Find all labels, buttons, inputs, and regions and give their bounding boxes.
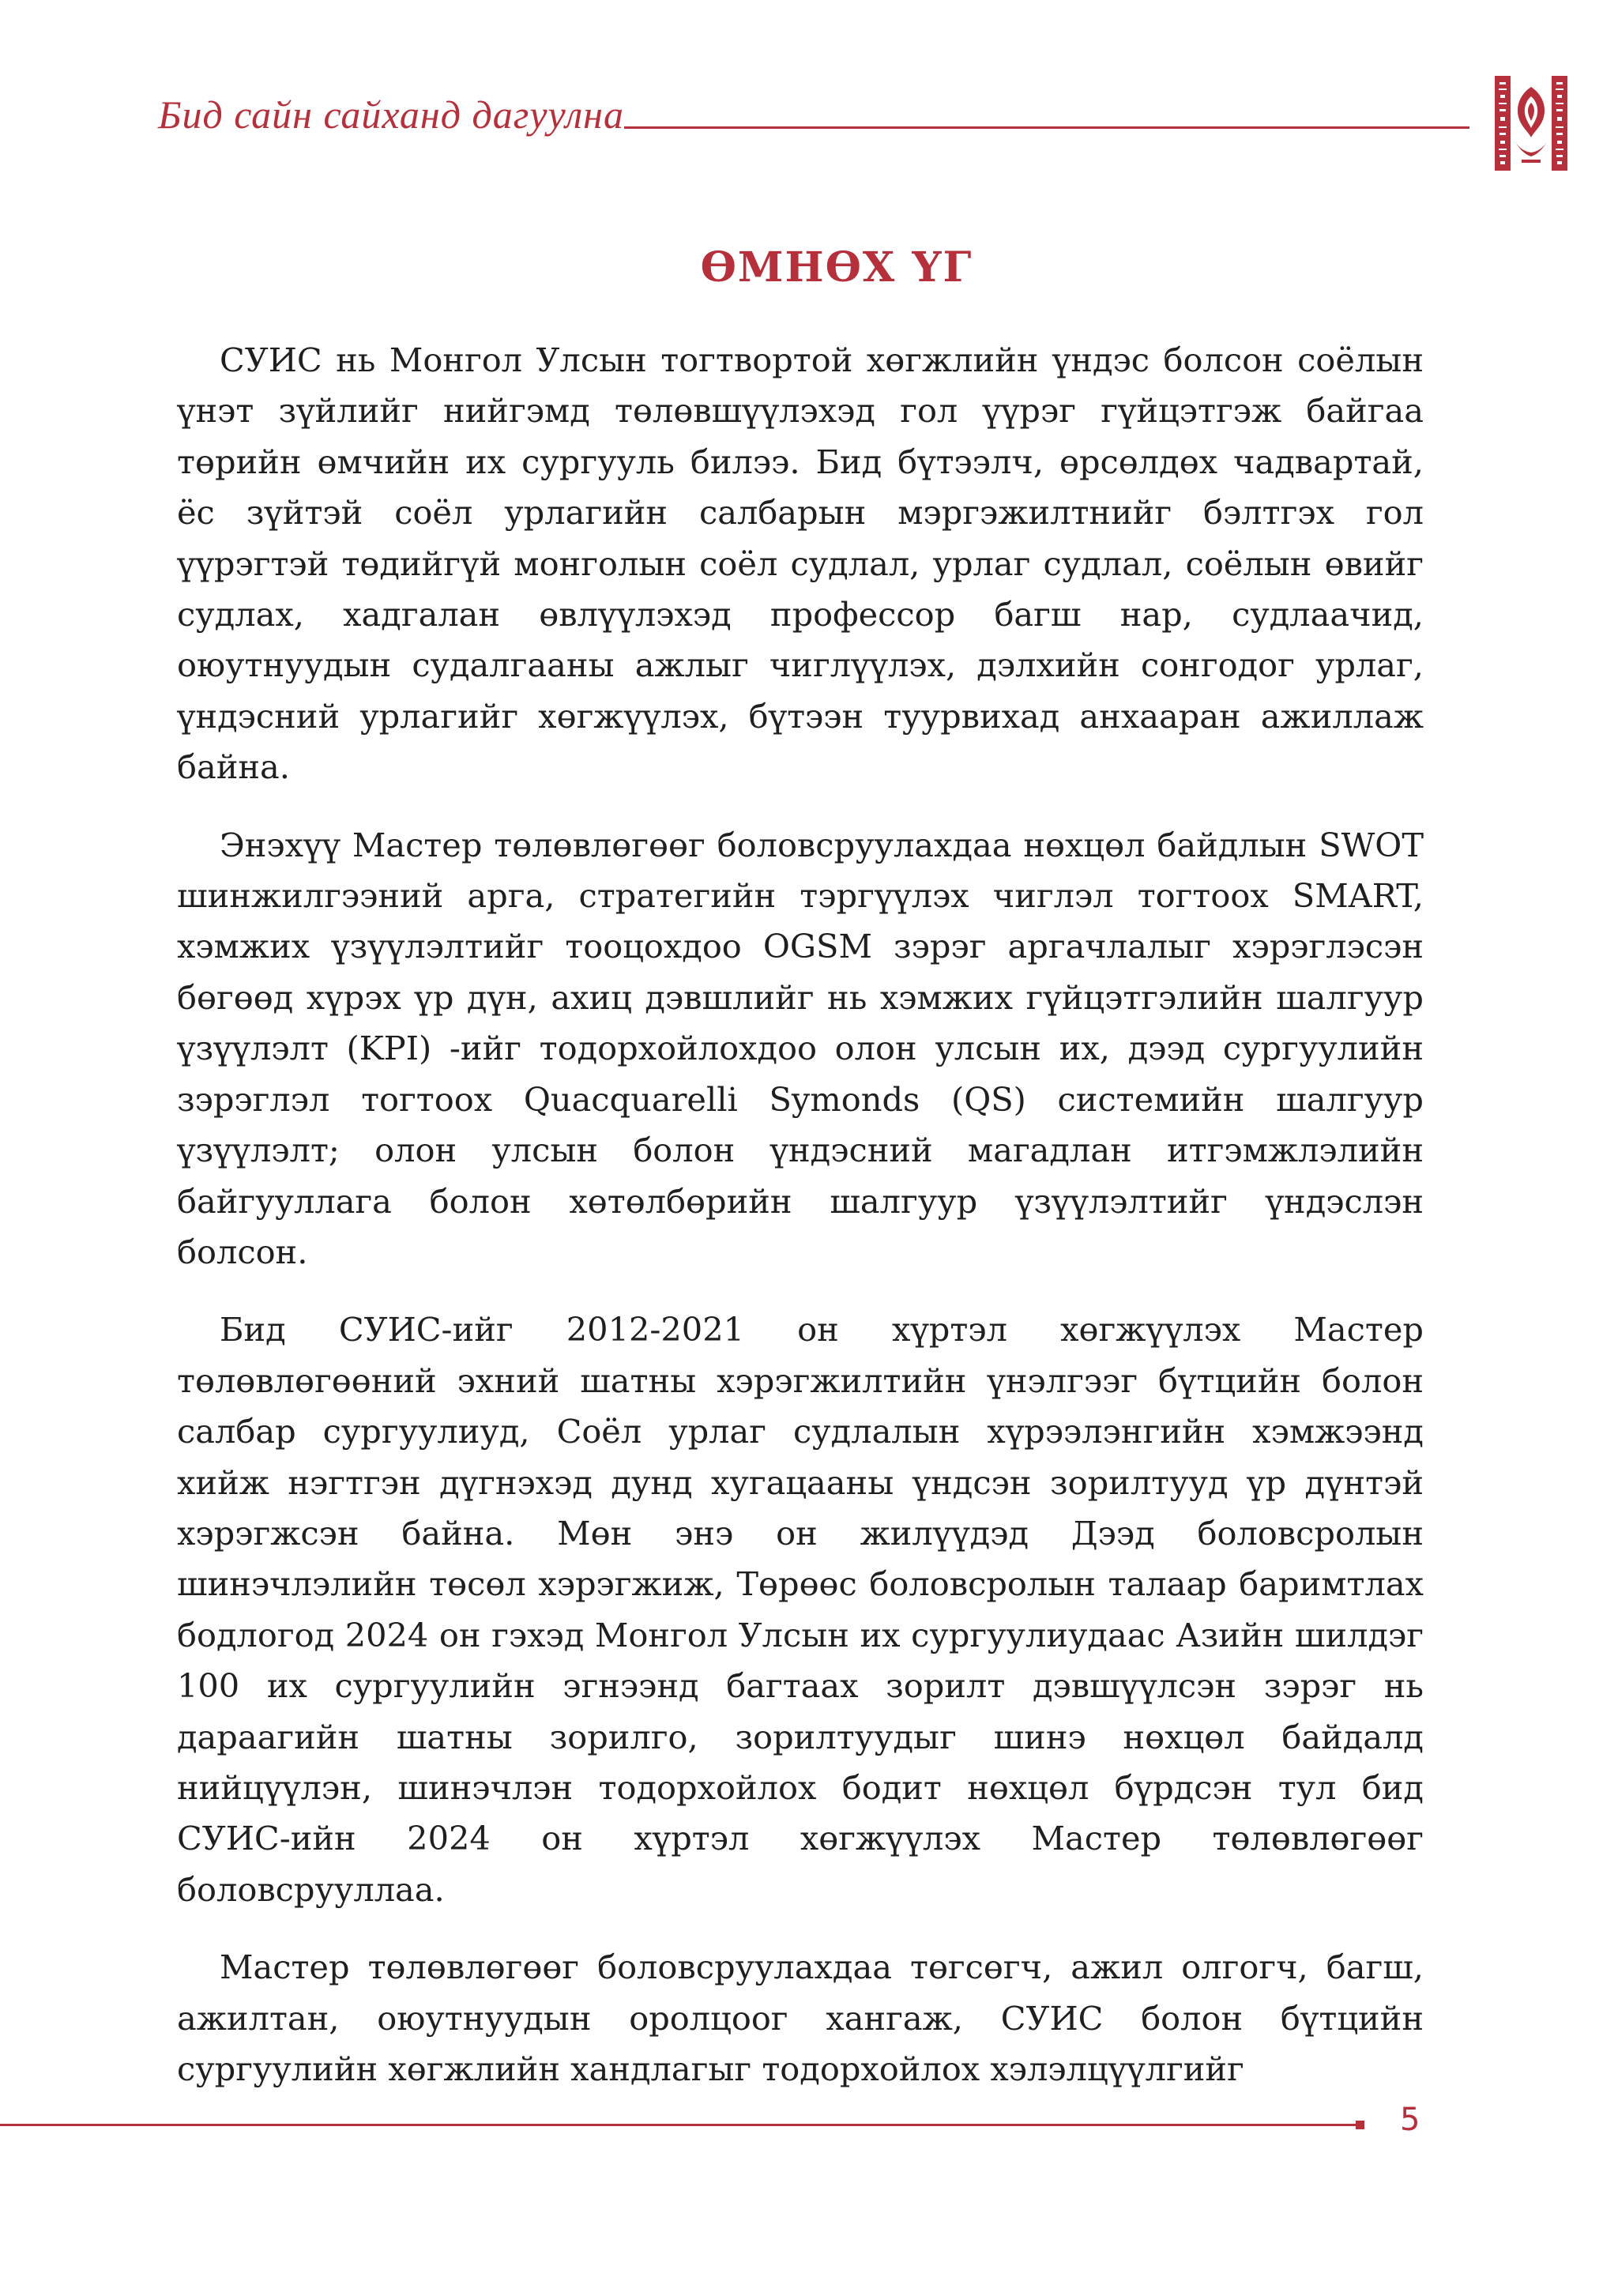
university-emblem-icon — [1495, 76, 1567, 171]
page-number: 5 — [1400, 2102, 1420, 2138]
footer-divider-end-marker — [1356, 2121, 1364, 2129]
paragraph: Энэхүү Мастер төлөвлөгөөг боловсруулахдаа нөхцөл байдлын SWOT шинжилгээний арга, стратегийн тэргүүлэх чиглэл тогтоох SMART, хэмжих үзүүлэлтийг тооцохдоо OGSM зэрэг аргачлалыг хэрэглэсэн бөгөөд хүрэх үр дүн, ахиц дэвшлийг нь хэмжих гүйцэтгэлийн шалгуур үзүүлэлт (KPI) -ийг тодорхойлохдоо олон улсын их, дээд сургуулийн зэрэглэл тогтоох Quacquarelli Symonds (QS) системийн шалгуур үзүүлэлт; олон улсын болон үндэсний магадлан итгэмжлэлийн байгууллага болон хөтөлбөрийн шалгуур үзүүлэлтийг үндэслэн болсон. — [177, 825, 1424, 1271]
footer-divider — [0, 2124, 1356, 2126]
preface-body — [177, 335, 1424, 2121]
page-header — [158, 85, 1454, 180]
paragraph: Бид СУИС-ийг 2012-2021 он хүртэл хөгжүүлэх Мастер төлөвлөгөөний эхний шатны хэрэгжилтийн үнэлгээг бүтцийн болон салбар сургуулиуд, Соёл урлаг судлалын хүрээлэнгийн хэмжээнд хийж нэгтгэн дүгнэхэд дунд хугацааны үндсэн зорилтууд үр дүнтэй хэрэгжсэн байна. Мөн энэ он жилүүдэд Дээд боловсролын шинэчлэлийн төсөл хэрэгжиж, Төрөөс боловсролын талаар баримтлах бодлогод 2024 он гэхэд Монгол Улсын их сургуулиудаас Азийн шилдэг 100 их сургуулийн эгнээнд багтаах зорилт дэвшүүлсэн зэрэг нь дараагийн шатны зорилго, зорилтуудыг шинэ нөхцөл байдалд нийцүүлэн, шинэчлэн тодорхойлох бодит нөхцөл бүрдсэн тул бид СУИС-ийн 2024 он хүртэл хөгжүүлэх Мастер төлөвлөгөөг боловсрууллаа. — [177, 1310, 1424, 1909]
paragraph: Мастер төлөвлөгөөг боловсруулахдаа төгсөгч, ажил олгогч, багш, ажилтан, оюутнуудын оролцоог хангаж, СУИС болон бүтцийн сургуулийн хөгжлийн хандлагыг тодорхойлох хэлэлцүүлгийг — [177, 1948, 1424, 2088]
paragraph: СУИС нь Монгол Улсын тогтвортой хөгжлийн үндэс болсон соёлын үнэт зүйлийг нийгэмд төлөвшүүлэхэд гол үүрэг гүйцэтгэж байгаа төрийн өмчийн их сургууль билээ. Бид бүтээлч, өрсөлдөх чадвартай, ёс зүйтэй соёл урлагийн салбарын мэргэжилтнийг бэлтгэх гол үүрэгтэй төдийгүй монголын соёл судлал, урлаг судлал, соёлын өвийг судлах, хадгалан өвлүүлэхэд профессор багш нар, судлаачид, оюутнуудын судалгааны ажлыг чиглүүлэх, дэлхийн сонгодог урлаг, үндэсний урлагийг хөгжүүлэх, бүтээн туурвихад анхааран ажиллаж байна. — [177, 341, 1424, 787]
header-divider — [624, 126, 1469, 129]
header-motto: Бид сайн сайханд дагуулна — [158, 92, 624, 137]
page-title: ӨМНӨХ ҮГ — [700, 243, 973, 292]
